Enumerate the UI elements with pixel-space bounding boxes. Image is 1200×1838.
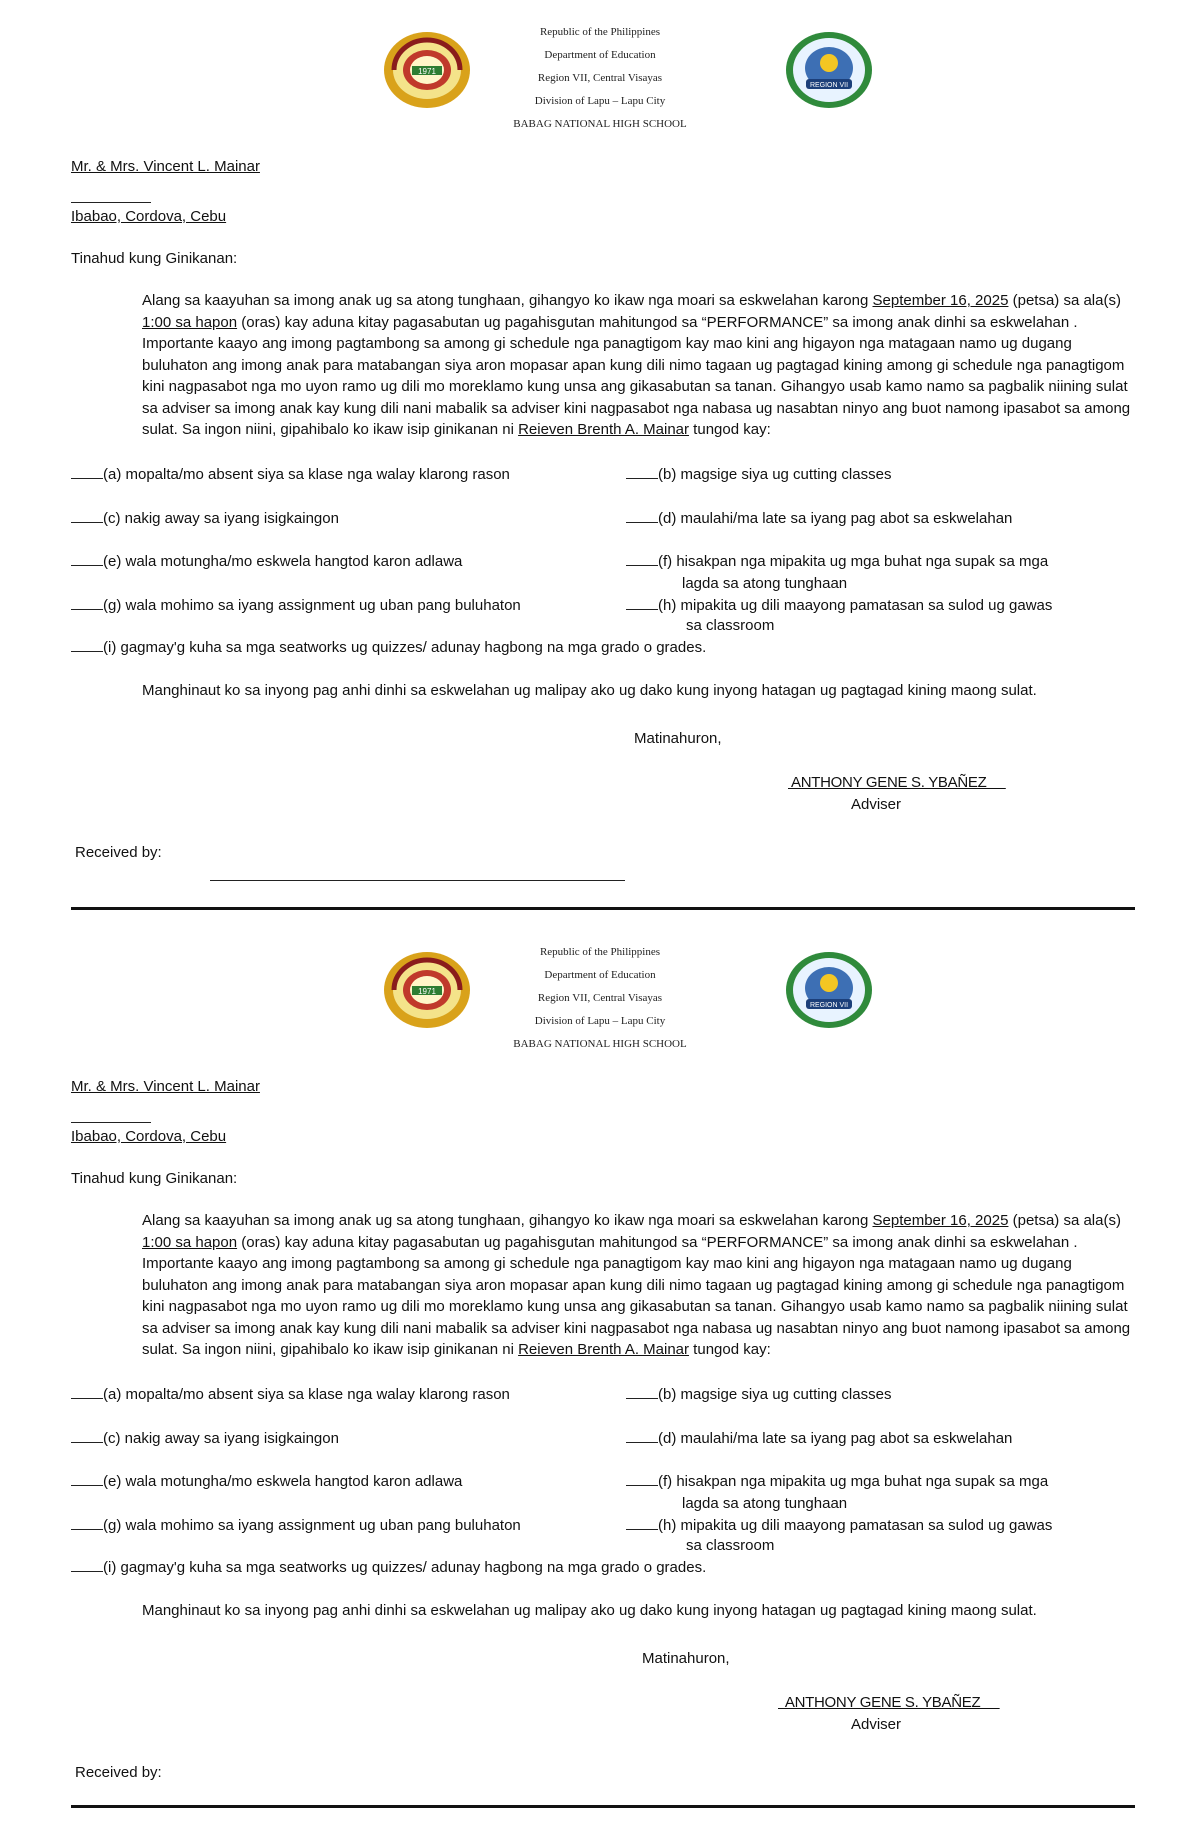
letterhead: [0, 18, 1200, 138]
reason-item-d: (d) maulahi/ma late sa iyang pag abot sa eskwelahan: [626, 508, 1012, 530]
address-blank-line: [71, 202, 151, 203]
checkbox-blank[interactable]: [71, 552, 103, 566]
valediction: Matinahuron,: [634, 730, 722, 747]
meeting-date: September 16, 2025: [872, 1212, 1009, 1229]
meeting-date: September 16, 2025: [872, 292, 1009, 309]
cut-separator-line: [71, 1805, 1135, 1808]
reason-item-f-cont: lagda sa atong tunghaan: [682, 575, 848, 592]
header-division: Division of Lapu – Lapu City: [534, 95, 666, 107]
reason-item-a: (a) mopalta/mo absent siya sa klase nga walay klarong rason: [71, 1384, 510, 1406]
checkbox-blank[interactable]: [71, 465, 103, 479]
body-text-b: (petsa) sa ala(s): [1008, 292, 1121, 309]
seal-year: 1971: [418, 987, 436, 996]
header-school: BABAG NATIONAL HIGH SCHOOL: [513, 1038, 687, 1050]
checkbox-blank[interactable]: [71, 1429, 103, 1443]
reason-item-h: (h) mipakita ug dili maayong pamatasan sa sulod ug gawas: [626, 595, 1052, 617]
seal-year: 1971: [418, 67, 436, 76]
checkbox-blank[interactable]: [71, 1516, 103, 1530]
header-department: Department of Education: [544, 49, 656, 61]
header-department: Department of Education: [544, 969, 656, 981]
signatory-role: Adviser: [851, 1716, 902, 1733]
checkbox-blank[interactable]: [71, 509, 103, 523]
received-by-label: Received by:: [75, 844, 162, 861]
meeting-time: 1:00 sa hapon: [142, 313, 238, 331]
received-by-signature-line[interactable]: [210, 880, 625, 881]
signatory-role: Adviser: [851, 796, 902, 813]
checkbox-blank[interactable]: [626, 596, 658, 610]
reason-item-h: (h) mipakita ug dili maayong pamatasan sa sulod ug gawas: [626, 1515, 1052, 1537]
checkbox-blank[interactable]: [71, 1385, 103, 1399]
reason-item-h-cont: sa classroom: [686, 617, 775, 634]
recipient-address: Ibabao, Cordova, Cebu: [71, 208, 227, 225]
reason-item-e: (e) wala motungha/mo eskwela hangtod karon adlawa: [71, 551, 462, 573]
body-text-c: (oras) kay aduna kitay pagasabutan ug pagahisgutan mahitungod sa “PERFORMANCE” sa imong anak dinhi sa eskwelahan . Importante kaayo ang imong pagtambong sa among gi schedule nga panagtigom kay mao kini ang higayon nga matagaan namo ug dugang buluhaton ang imong anak para matabangan siya aron mopasar apan kung dili nimo tagaan ug pagtagad kining among gi schedule nga panagtigom kini nagpasabot nga mo uyon ramo ug dili mo moreklamo kung unsa ang gikasabutan sa tanan. Gihangyo usab kamo namo sa pagbalik niining sulat sa adviser sa imong anak kay kung dili nani mabalik sa adviser kini nagpasabot nga nabasa ug nasabtan ninyo ang buot namong ipasabot sa among sulat. Sa ingon niini, gipahibalo ko ikaw isip ginikanan ni: [142, 313, 1131, 438]
reason-item-f: (f) hisakpan nga mipakita ug mga buhat nga supak sa mga: [626, 551, 1048, 573]
region-seal-icon: [784, 30, 874, 110]
header-republic: Republic of the Philippines: [539, 26, 661, 38]
header-school: BABAG NATIONAL HIGH SCHOOL: [513, 118, 687, 130]
checkbox-blank[interactable]: [626, 1429, 658, 1443]
checkbox-blank[interactable]: [626, 1472, 658, 1486]
signatory-name: ANTHONY GENE S. YBAÑEZ: [788, 774, 1006, 791]
closing-paragraph: Manghinaut ko sa inyong pag anhi dinhi sa eskwelahan ug malipay ako ug dako kung inyong hatagan ug pagtagad kining maong sulat.: [142, 682, 1037, 699]
checkbox-blank[interactable]: [626, 509, 658, 523]
checkbox-blank[interactable]: [71, 1558, 103, 1572]
checkbox-blank[interactable]: [626, 1385, 658, 1399]
checkbox-blank[interactable]: [71, 638, 103, 652]
closing-paragraph: Manghinaut ko sa inyong pag anhi dinhi sa eskwelahan ug malipay ako ug dako kung inyong hatagan ug pagtagad kining maong sulat.: [142, 1602, 1037, 1619]
student-name: Reieven Brenth A. Mainar: [518, 421, 690, 438]
body-text-b: (petsa) sa ala(s): [1008, 1212, 1121, 1229]
region-seal-icon: [784, 950, 874, 1030]
recipient-name: Mr. & Mrs. Vincent L. Mainar: [71, 158, 260, 175]
header-region: Region VII, Central Visayas: [537, 72, 663, 84]
checkbox-blank[interactable]: [71, 596, 103, 610]
letterhead: [0, 938, 1200, 1058]
signatory-name: ANTHONY GENE S. YBAÑEZ: [778, 1694, 1000, 1711]
reason-item-b: (b) magsige siya ug cutting classes: [626, 464, 891, 486]
reason-item-g: (g) wala mohimo sa iyang assignment ug uban pang buluhaton: [71, 595, 521, 617]
body-text-a: Alang sa kaayuhan sa imong anak ug sa atong tunghaan, gihangyo ko ikaw nga moari sa eskwelahan karong: [142, 292, 873, 309]
header-division: Division of Lapu – Lapu City: [534, 1015, 666, 1027]
body-text-c: (oras) kay aduna kitay pagasabutan ug pagahisgutan mahitungod sa “PERFORMANCE” sa imong anak dinhi sa eskwelahan . Importante kaayo ang imong pagtambong sa among gi schedule nga panagtigom kay mao kini ang higayon nga matagaan namo ug dugang buluhaton ang imong anak para matabangan siya aron mopasar apan kung dili nimo tagaan ug pagtagad kining among gi schedule nga panagtigom kini nagpasabot nga mo uyon ramo ug dili mo moreklamo kung unsa ang gikasabutan sa tanan. Gihangyo usab kamo namo sa pagbalik niining sulat sa adviser sa imong anak kay kung dili nani mabalik sa adviser kini nagpasabot nga nabasa ug nasabtan ninyo ang buot namong ipasabot sa among sulat. Sa ingon niini, gipahibalo ko ikaw isip ginikanan ni: [142, 1233, 1131, 1358]
body-text-d: tungod kay:: [689, 421, 771, 438]
reason-item-i: (i) gagmay'g kuha sa mga seatworks ug quizzes/ adunay hagbong na mga grado o grades.: [71, 1557, 706, 1579]
body-paragraph: [71, 1210, 1131, 1361]
header-republic: Republic of the Philippines: [539, 946, 661, 958]
reason-item-i: (i) gagmay'g kuha sa mga seatworks ug quizzes/ adunay hagbong na mga grado o grades.: [71, 637, 706, 659]
header-region: Region VII, Central Visayas: [537, 992, 663, 1004]
checkbox-blank[interactable]: [626, 465, 658, 479]
reason-item-e: (e) wala motungha/mo eskwela hangtod karon adlawa: [71, 1471, 462, 1493]
salutation: Tinahud kung Ginikanan:: [71, 250, 238, 267]
checkbox-blank[interactable]: [71, 1472, 103, 1486]
body-text-a: Alang sa kaayuhan sa imong anak ug sa atong tunghaan, gihangyo ko ikaw nga moari sa eskwelahan karong: [142, 1212, 873, 1229]
meeting-time: 1:00 sa hapon: [142, 1233, 238, 1251]
seal-region-text: REGION VII: [809, 1002, 849, 1009]
reason-item-g: (g) wala mohimo sa iyang assignment ug uban pang buluhaton: [71, 1515, 521, 1537]
reason-item-c: (c) nakig away sa iyang isigkaingon: [71, 508, 339, 530]
received-by-label: Received by:: [75, 1764, 162, 1781]
valediction: Matinahuron,: [642, 1650, 730, 1667]
student-name: Reieven Brenth A. Mainar: [518, 1341, 690, 1358]
recipient-name: Mr. & Mrs. Vincent L. Mainar: [71, 1078, 260, 1095]
reason-item-f: (f) hisakpan nga mipakita ug mga buhat nga supak sa mga: [626, 1471, 1048, 1493]
cut-separator-line: [71, 907, 1135, 910]
reason-item-f-cont: lagda sa atong tunghaan: [682, 1495, 848, 1512]
reason-item-h-cont: sa classroom: [686, 1537, 775, 1554]
seal-region-text: REGION VII: [809, 82, 849, 89]
letter-2: [0, 938, 1200, 1838]
checkbox-blank[interactable]: [626, 552, 658, 566]
reason-item-c: (c) nakig away sa iyang isigkaingon: [71, 1428, 339, 1450]
body-text-d: tungod kay:: [689, 1341, 771, 1358]
body-paragraph: [71, 290, 1131, 441]
reason-item-b: (b) magsige siya ug cutting classes: [626, 1384, 891, 1406]
salutation: Tinahud kung Ginikanan:: [71, 1170, 238, 1187]
address-blank-line: [71, 1122, 151, 1123]
reason-item-d: (d) maulahi/ma late sa iyang pag abot sa eskwelahan: [626, 1428, 1012, 1450]
letter-1: [0, 18, 1200, 918]
reason-item-a: (a) mopalta/mo absent siya sa klase nga walay klarong rason: [71, 464, 510, 486]
checkbox-blank[interactable]: [626, 1516, 658, 1530]
recipient-address: Ibabao, Cordova, Cebu: [71, 1128, 227, 1145]
